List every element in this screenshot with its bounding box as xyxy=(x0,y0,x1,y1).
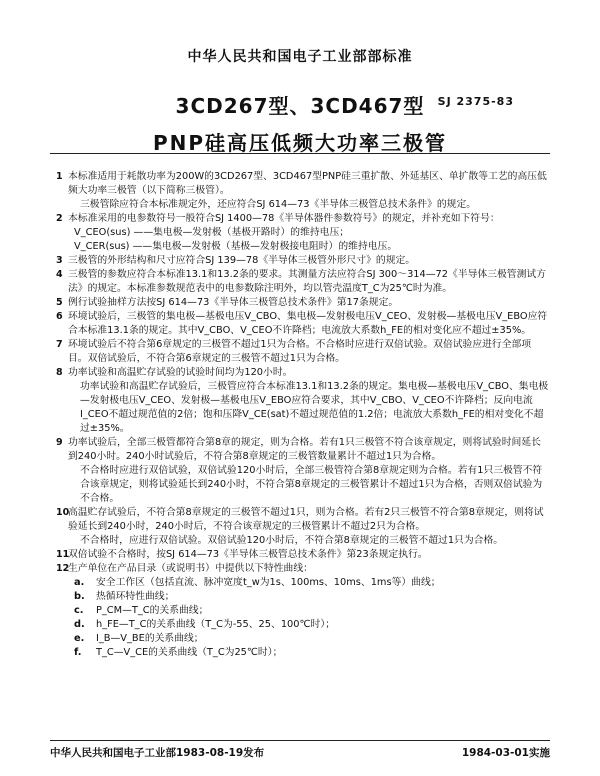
effective-date: 1984-03-01实施 xyxy=(461,747,550,759)
issue-date: 中华人民共和国电子工业部1983-08-19发布 xyxy=(50,747,265,759)
paragraph-text: 三极管除应符合本标准规定外，还应符合SJ 614—73《半导体三极管总技术条件》的规定。 xyxy=(80,199,477,210)
list-text: I_B—V_BE的关系曲线； xyxy=(96,633,204,644)
paragraph-number: 1 xyxy=(56,171,63,182)
paragraph xyxy=(56,268,550,296)
paragraph-number: 6 xyxy=(56,311,63,322)
paragraph-number: 12 xyxy=(56,563,70,574)
footer-rule xyxy=(50,740,550,741)
paragraph xyxy=(56,212,550,226)
paragraph xyxy=(56,254,550,268)
list-item xyxy=(56,618,550,632)
paragraph xyxy=(56,534,550,548)
document-body xyxy=(56,170,550,660)
paragraph xyxy=(56,170,550,198)
paragraph xyxy=(56,380,550,436)
title-line-1: 3CD267型、3CD467型 xyxy=(175,94,425,118)
list-label: f. xyxy=(74,647,82,658)
paragraph-text: V_CER(sus) ——集电极—发射极（基极—发射极接电阻时）的维持电压。 xyxy=(74,241,398,252)
list-text: h_FE—T_C的关系曲线（T_C为-55、25、100℃时）； xyxy=(96,619,336,630)
paragraph-text: 双倍试验不合格时，按SJ 614—73《半导体三极管总技术条件》第23条规定执行。 xyxy=(68,549,428,560)
list-item xyxy=(56,646,550,660)
paragraph xyxy=(56,240,550,254)
paragraph xyxy=(56,436,550,464)
paragraph xyxy=(56,198,550,212)
paragraph-text: 例行试验抽样方法按SJ 614—73《半导体三极管总技术条件》第17条规定。 xyxy=(68,297,399,308)
list-label: b. xyxy=(74,591,85,602)
paragraph-text: 本标准适用于耗散功率为200W的3CD267型、3CD467型PNP硅三重扩散、外延基区、单扩散等工艺的高压低频大功率三极管（以下简称三极管）。 xyxy=(68,171,547,196)
title-line-2: PNP硅高压低频大功率三极管 xyxy=(152,131,448,155)
paragraph-text: 生产单位在产品目录（或说明书）中提供以下特性曲线： xyxy=(68,563,313,574)
list-text: P_CM—T_C的关系曲线； xyxy=(96,605,209,616)
paragraph xyxy=(56,226,550,240)
paragraph-text: V_CEO(sus) ——集电极—发射极（基极开路时）的维持电压； xyxy=(74,227,350,238)
ministry-header: 中华人民共和国电子工业部部标准 xyxy=(187,49,413,65)
paragraph-number: 5 xyxy=(56,297,63,308)
paragraph-text: 环境试验后，三极管的集电极—基极电压V_CBO、集电极—发射极电压V_CEO、发射极—基极电压V_EBO应符合本标准13.1条的规定。其中V_CBO、V_CEO不许降档；电流放大系数h_FE的相对变化应不超过±35%。 xyxy=(68,311,548,336)
paragraph-number: 7 xyxy=(56,339,63,350)
paragraph xyxy=(56,338,550,366)
list-text: 安全工作区（包括直流、脉冲宽度t_w为1s、100ms、10ms、1ms等）曲线； xyxy=(96,577,441,588)
list-text: 热循环特性曲线； xyxy=(96,591,175,602)
paragraph-text: 三极管的参数应符合本标准13.1和13.2条的要求。其测量方法应符合SJ 300～314—72《半导体三极管测试方法》的规定。本标准参数规范表中的电参数除注明外，均以管壳温度T_C为25℃时为准。 xyxy=(68,269,546,294)
paragraph-text: 功率试验和高温贮存试验的试验时间均为120小时。 xyxy=(68,367,293,378)
standard-number: SJ 2375-83 xyxy=(437,95,514,108)
paragraph xyxy=(56,464,550,506)
paragraph-text: 高温贮存试验后，不符合第8章规定的三极管不超过1只，则为合格。若有2只三极管不符合第8章规定，则将试验延长到240小时，240小时后，不符合该章规定的三极管累计不超过2只为合格。 xyxy=(68,507,544,532)
paragraph-number: 10 xyxy=(56,507,70,518)
paragraph-number: 4 xyxy=(56,269,63,280)
paragraph-text: 功率试验后，全部三极管都符合第8章的规定，则为合格。若有1只三极管不符合该章规定，则将试验时间延长到240小时。240小时试验后，不符合第8章规定的三极管数量累计不超过1只为合格。 xyxy=(68,437,541,462)
paragraph-number: 3 xyxy=(56,255,63,266)
paragraph xyxy=(56,296,550,310)
paragraph-text: 环境试验后不符合第6章规定的三极管不超过1只为合格。不合格时应进行双倍试验。双倍试验应进行全部项目。双倍试验后，不符合第6章规定的三极管不超过1只为合格。 xyxy=(68,339,532,364)
list-label: e. xyxy=(74,633,85,644)
paragraph xyxy=(56,366,550,380)
paragraph-text: 三极管的外形结构和尺寸应符合SJ 139—78《半导体三极管外形尺寸》的规定。 xyxy=(68,255,416,266)
paragraph xyxy=(56,548,550,562)
list-label: c. xyxy=(74,605,84,616)
paragraph-text: 功率试验和高温贮存试验后，三极管应符合本标准13.1和13.2条的规定。集电极—基极电压V_CBO、集电极—发射极电压V_CEO、发射极—基极电压V_EBO应符合要求，其中V_CBO、V_CEO不许降档；反向电流I_CEO不超过规范值的2倍；饱和压降V_CE(sat)不超过规范值的1.2倍；电流放大系数h_FE的相对变化不超过±35%。 xyxy=(80,381,549,434)
paragraph xyxy=(56,310,550,338)
list-item xyxy=(56,590,550,604)
list-label: d. xyxy=(74,619,85,630)
paragraph-text: 不合格时，应进行双倍试验。双倍试验120小时后，不符合第8章规定的三极管不超过1只为合格。 xyxy=(80,535,504,546)
paragraph-number: 11 xyxy=(56,549,70,560)
paragraph-number: 9 xyxy=(56,437,63,448)
list-item xyxy=(56,604,550,618)
paragraph xyxy=(56,506,550,534)
list-item xyxy=(56,632,550,646)
list-text: T_C—V_CE的关系曲线（T_C为25℃时）； xyxy=(96,647,283,658)
paragraph-number: 8 xyxy=(56,367,63,378)
paragraph-number: 2 xyxy=(56,213,63,224)
paragraph xyxy=(56,562,550,576)
paragraph-text: 不合格时应进行双倍试验，双倍试验120小时后，全部三极管符合第8章规定则为合格。若有1只三极管不符合该章规定，则将试验延长到240小时，不符合第8章规定的三极管累计不超过1只为合格，否则双倍试验为不合格。 xyxy=(80,465,543,504)
list-label: a. xyxy=(74,577,85,588)
list-item xyxy=(56,576,550,590)
paragraph-text: 本标准采用的电参数符号一般符合SJ 1400—78《半导体器件参数符号》的规定，并补充如下符号： xyxy=(68,213,500,224)
header-rule xyxy=(50,153,550,154)
